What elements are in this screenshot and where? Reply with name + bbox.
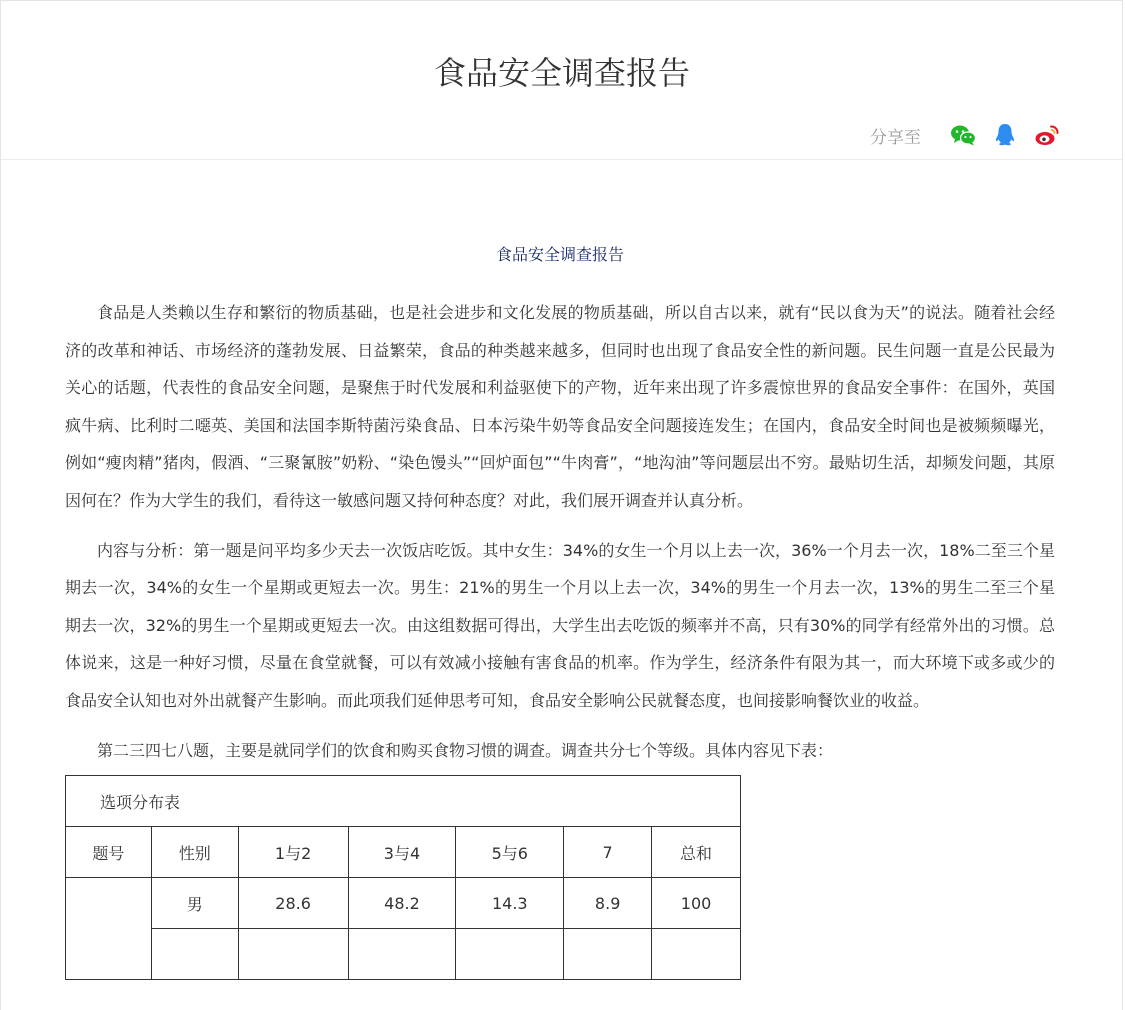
table-row [66, 929, 741, 980]
article-paragraph: 食品是人类赖以生存和繁衍的物质基础，也是社会进步和文化发展的物质基础，所以自古以来，就有“民以食为天”的说法。随着社会经济的改革和神话、市场经济的蓬勃发展、日益繁荣，食品的种类越来越多，但同时也出现了食品安全性的新问题。民生问题一直是公民最为关心的话题，代表性的食品安全问题，是聚焦于时代发展和利益驱使下的产物，近年来出现了许多震惊世界的食品安全事件：在国外，英国疯牛病、比利时二噁英、美国和法国李斯特菌污染食品、日本污染牛奶等食品安全问题接连发生；在国内，食品安全时间也是被频频曝光，例如“瘦肉精”猪肉，假酒、“三聚氰胺”奶粉、“染色馒头”“回炉面包”“牛肉膏”，“地沟油”等问题层出不穷。最贴切生活，却频发问题，其原因何在？作为大学生的我们，看待这一敏感问题又持何种态度？对此，我们展开调查并认真分析。 [65, 303, 1055, 510]
table-header-cell: 7 [564, 827, 652, 878]
table-cell: 28.6 [238, 878, 348, 929]
table-cell [151, 929, 238, 980]
table-cell [238, 929, 348, 980]
table-row [66, 878, 741, 929]
article-title: 食品安全调查报告 [495, 245, 624, 264]
table-cell [66, 878, 152, 980]
table-cell [652, 929, 741, 980]
article-paragraph: 第二三四七八题，主要是就同学们的饮食和购买食物习惯的调查。调查共分七个等级。具体内容见下表： [97, 740, 834, 760]
table-caption: 选项分布表 [66, 776, 741, 827]
page-title: 食品安全调查报告 [433, 54, 690, 92]
table-header-cell: 总和 [652, 827, 741, 878]
table-caption-row [66, 776, 741, 827]
table-header-cell: 题号 [66, 827, 152, 878]
table-cell: 8.9 [564, 878, 652, 929]
table-header-row [66, 827, 741, 878]
table-header-cell: 3与4 [348, 827, 456, 878]
table-header-cell: 性别 [151, 827, 238, 878]
share-bar [870, 120, 1061, 150]
table-cell [348, 929, 456, 980]
table-cell [456, 929, 564, 980]
weibo-icon[interactable] [1033, 121, 1061, 149]
qq-icon[interactable] [991, 121, 1019, 149]
article-content [65, 160, 1055, 980]
table-cell: 48.2 [348, 878, 456, 929]
option-distribution-table [65, 775, 741, 980]
article-paragraph: 内容与分析：第一题是问平均多少天去一次饭店吃饭。其中女生：34%的女生一个月以上去一次，36%一个月去一次，18%二至三个星期去一次，34%的女生一个星期或更短去一次。男生：21%的男生一个月以上去一次，34%的男生一个月去一次，13%的男生二至三个星期去一次，32%的男生一个星期或更短去一次。由这组数据可得出，大学生出去吃饭的频率并不高，只有30%的同学有经常外出的习惯。总体说来，这是一种好习惯，尽量在食堂就餐，可以有效减小接触有害食品的机率。作为学生，经济条件有限为其一，而大环境下或多或少的食品安全认知也对外出就餐产生影响。而此项我们延伸思考可知，食品安全影响公民就餐态度，也间接影响餐饮业的收益。 [65, 540, 1055, 710]
table-header-cell: 1与2 [238, 827, 348, 878]
page-header [1, 0, 1123, 160]
table-cell [564, 929, 652, 980]
table-cell: 男 [151, 878, 238, 929]
table-cell: 14.3 [456, 878, 564, 929]
table-cell: 100 [652, 878, 741, 929]
table-header-cell: 5与6 [456, 827, 564, 878]
wechat-icon[interactable] [949, 121, 977, 149]
share-label: 分享至 [870, 127, 921, 148]
